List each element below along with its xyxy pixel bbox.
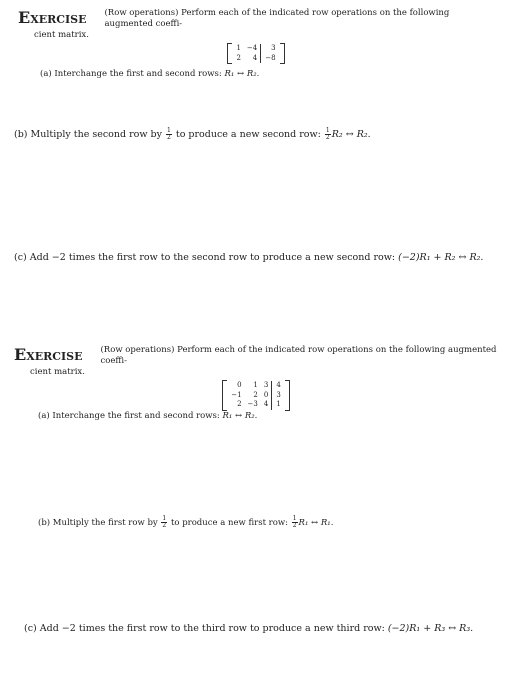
matrix-cell: 0	[237, 381, 242, 389]
exercise-2	[0, 345, 512, 411]
exercise-intro-text: (Row operations) Perform each of the indicated row operations on the following augmented coeffi-	[100, 345, 497, 366]
exercise-intro-continuation: cient matrix.	[34, 30, 89, 40]
part-operation: (−2)R₁ + R₃ ↔ R₃.	[387, 623, 474, 634]
part-operation: R₁ ↔ R₁.	[298, 518, 334, 528]
exercise-2-part-a	[38, 411, 257, 421]
part-operation: (−2)R₁ + R₂ ↔ R₂.	[398, 252, 484, 263]
matrix-cell: −3	[247, 400, 258, 408]
matrix-cell: 3	[261, 44, 279, 54]
fraction-denominator: 2	[167, 134, 171, 141]
part-label: (c)	[24, 623, 37, 634]
matrix-cell: 1	[253, 381, 258, 389]
part-label: (b)	[14, 129, 28, 140]
matrix-cell: 2	[253, 390, 258, 399]
part-text: Multiply the second row by	[30, 129, 162, 140]
part-text-2: to produce a new second row:	[175, 129, 321, 140]
part-operation: R₁ ↔ R₂.	[224, 69, 260, 79]
part-text: Interchange the first and second rows:	[52, 411, 220, 421]
fraction-numerator: 1	[292, 515, 297, 522]
part-label: (a)	[40, 69, 52, 79]
fraction-numerator: 1	[162, 515, 167, 522]
fraction-denominator: 2	[162, 522, 167, 529]
part-label: (a)	[38, 411, 50, 421]
matrix-cell: 4	[272, 381, 284, 391]
matrix-cell: −4	[246, 44, 258, 52]
fraction	[292, 516, 298, 529]
fraction	[166, 128, 172, 141]
exercise-1-part-c	[14, 252, 483, 263]
matrix-cell: 1	[236, 44, 241, 52]
part-text: Multiply the first row by	[52, 518, 158, 528]
exercise-2-part-c	[24, 623, 473, 634]
matrix-cell: −8	[261, 54, 279, 64]
matrix-cell: 3	[272, 391, 284, 401]
part-operation: R₂ ↔ R₂.	[331, 129, 371, 140]
part-text-2: to produce a new first row:	[170, 518, 289, 528]
exercise-1-part-b	[14, 128, 371, 141]
fraction-numerator: 1	[167, 127, 171, 134]
exercise-label: Exercise	[18, 8, 87, 27]
exercise-1-intro	[0, 8, 512, 30]
part-text: Add −2 times the first row to the third row to produce a new third row:	[39, 623, 385, 634]
exercise-intro-continuation: cient matrix.	[30, 367, 85, 377]
matrix-cell: 0	[263, 390, 269, 399]
part-label: (c)	[14, 252, 27, 263]
fraction	[161, 516, 167, 529]
matrix-cell: 2	[236, 53, 241, 62]
part-label: (b)	[38, 518, 51, 528]
exercise-2-intro	[0, 345, 512, 367]
matrix-cell: 2	[237, 400, 242, 408]
fraction-denominator: 2	[325, 134, 330, 141]
part-text: Add −2 times the first row to the second row to produce a new second row:	[29, 252, 396, 263]
augmented-matrix	[0, 43, 512, 64]
exercise-intro-text: (Row operations) Perform each of the indicated row operations on the following augmented coeffi-	[104, 8, 450, 29]
fraction-denominator: 2	[292, 522, 297, 529]
matrix-cell: 1	[272, 400, 284, 410]
exercise-2-part-b	[38, 516, 333, 529]
part-operation: R₁ ↔ R₂.	[222, 411, 258, 421]
matrix-cell: 4	[252, 53, 258, 62]
matrix-cell: 3	[263, 381, 269, 389]
fraction	[325, 128, 331, 141]
fraction-numerator: 1	[325, 127, 330, 134]
augmented-matrix	[0, 380, 512, 411]
part-text: Interchange the first and second rows:	[54, 69, 222, 79]
exercise-1	[0, 8, 512, 64]
matrix-cell: 4	[263, 400, 269, 408]
exercise-label: Exercise	[14, 345, 83, 364]
exercise-1-part-a	[40, 69, 259, 79]
matrix-cell: −1	[231, 390, 242, 399]
